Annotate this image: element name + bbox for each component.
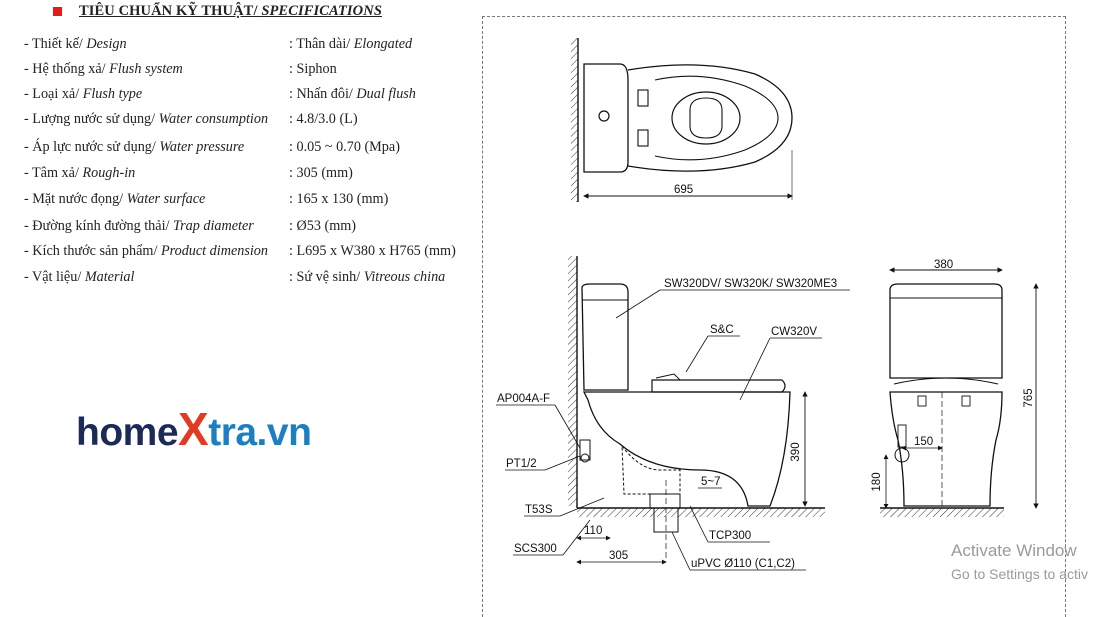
callout-scs-label: SCS300 — [514, 543, 557, 555]
callout-tank-label: SW320DV/ SW320K/ SW320ME3 — [664, 278, 838, 290]
callout-sc-label: S&C — [710, 324, 734, 336]
callout-upvc-label: uPVC Ø110 (C1,C2) — [691, 558, 795, 570]
wall-hatch-top — [571, 38, 578, 202]
spec-label: - Đường kính đường thải/ Trap diameter — [24, 218, 254, 234]
spec-value: : Sứ vệ sinh/ Vitreous china — [289, 269, 446, 285]
logo-part-tra: tra.vn — [208, 411, 312, 454]
spec-heading-text: TIÊU CHUẨN KỸ THUẬT/ SPECIFICATIONS — [79, 3, 382, 19]
spec-label: - Loại xả/ Flush type — [24, 86, 143, 102]
spec-label: - Mặt nước đọng/ Water surface — [24, 191, 206, 207]
spec-value: : 305 (mm) — [289, 165, 353, 181]
spec-label: - Thiết kế/ Design — [24, 36, 127, 52]
dim-length-label: 695 — [674, 184, 694, 196]
dim-height-label: 765 — [1023, 388, 1035, 408]
bowl-opening — [672, 92, 740, 144]
dim-390-label: 390 — [790, 442, 802, 462]
callout-t53s-label: T53S — [525, 504, 553, 516]
spec-value: : 0.05 ~ 0.70 (Mpa) — [289, 139, 400, 155]
spec-value: : Thân dài/ Elongated — [289, 36, 413, 52]
spec-label: - Lượng nước sử dụng/ Water consumption — [24, 111, 269, 127]
logo-part-home: home — [76, 411, 179, 454]
spec-value: : 165 x 130 (mm) — [289, 191, 389, 207]
dim-5-7-label: 5~7 — [701, 476, 721, 488]
spec-value: : Ø53 (mm) — [289, 218, 356, 234]
spec-label: - Tâm xả/ Rough-in — [24, 165, 136, 181]
dim-width-label: 380 — [934, 259, 954, 271]
logo-part-x: X — [178, 403, 209, 455]
flush-button-icon — [599, 111, 609, 121]
side-view — [496, 256, 850, 570]
callout-pt-label: PT1/2 — [506, 458, 537, 470]
top-view — [571, 38, 792, 202]
bowl-outer-outline — [628, 65, 792, 171]
spec-value: : 4.8/3.0 (L) — [289, 111, 358, 127]
front-view — [871, 259, 1036, 517]
bowl-front-outline — [890, 392, 1002, 506]
dim-180-label: 180 — [871, 472, 883, 492]
wall-hatch-side — [568, 256, 577, 506]
dim-150-label: 150 — [914, 436, 934, 448]
floor-hatch-front — [880, 508, 1004, 517]
bowl-side-outline — [584, 392, 790, 506]
seat-side-outline — [652, 380, 785, 392]
spec-label: - Vật liệu/ Material — [24, 269, 135, 285]
floor-hatch-side — [577, 508, 825, 517]
spec-label: - Kích thước sản phẩm/ Product dimension — [24, 243, 268, 259]
tank-top-outline — [584, 64, 628, 172]
dim-110-label: 110 — [584, 525, 603, 537]
spec-value: : Nhấn đôi/ Dual flush — [289, 86, 416, 102]
spec-label: - Áp lực nước sử dụng/ Water pressure — [24, 139, 245, 155]
callout-tcp-label: TCP300 — [709, 530, 752, 542]
spec-label: - Hệ thống xả/ Flush system — [24, 61, 183, 77]
dim-305-label: 305 — [609, 550, 629, 562]
spec-value: : Siphon — [289, 61, 337, 77]
callout-seat-label: CW320V — [771, 326, 818, 338]
activate-windows-watermark: Activate Window — [951, 541, 1077, 560]
callout-valve-label: AP004A-F — [497, 393, 551, 405]
go-to-settings-watermark: Go to Settings to activ — [951, 566, 1088, 582]
spec-value: : L695 x W380 x H765 (mm) — [289, 243, 456, 259]
